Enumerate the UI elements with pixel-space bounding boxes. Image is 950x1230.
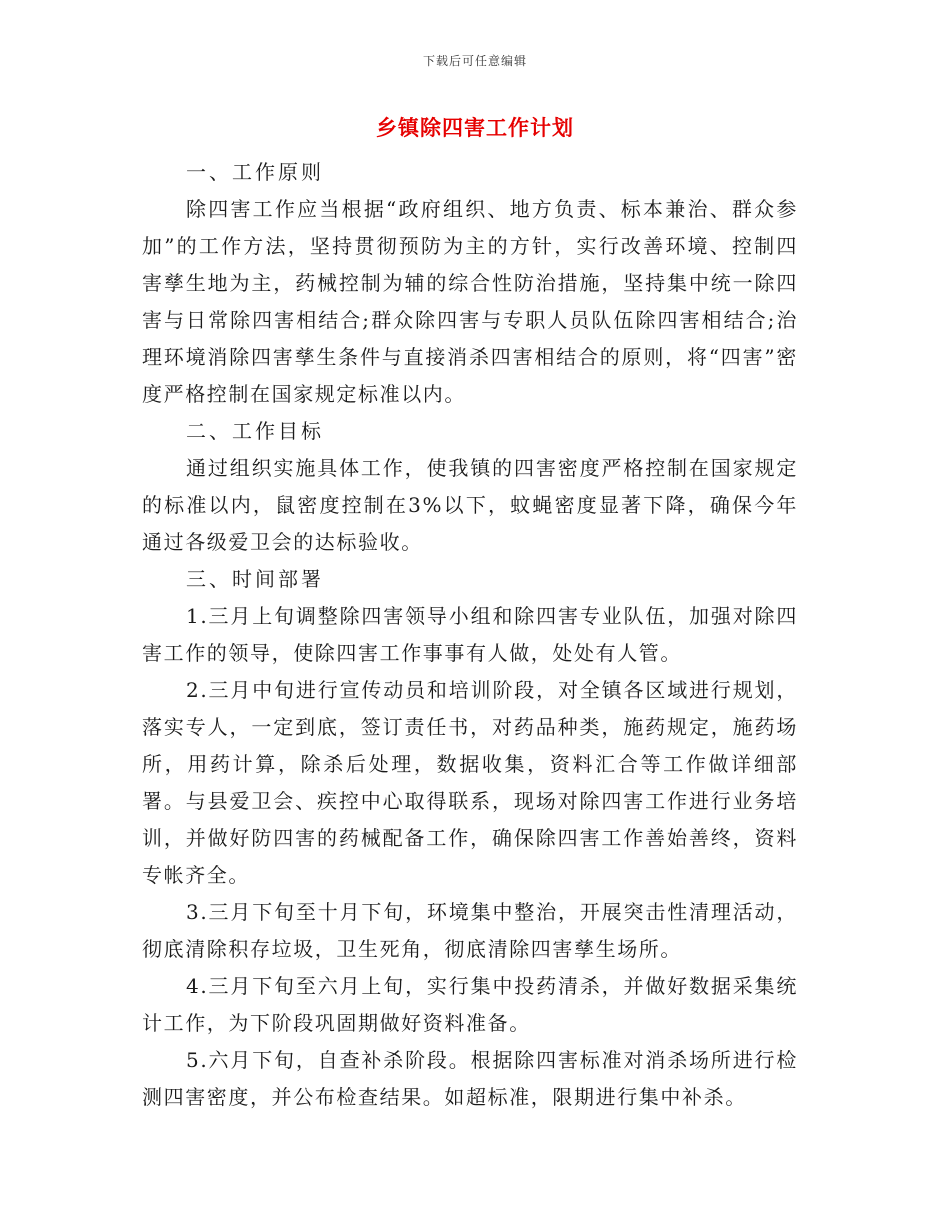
paragraph-goals: 通过组织实施具体工作，使我镇的四害密度严格控制在国家规定的标准以内，鼠密度控制在3%以下，蚊蝇密度显著下降，确保今年通过各级爱卫会的达标验收。 (142, 456, 798, 554)
page-header-note: 下载后可任意编辑 (422, 54, 527, 68)
document-title: 乡镇除四害工作计划 (376, 116, 574, 140)
schedule-item-1: 1.三月上旬调整除四害领导小组和除四害专业队伍，加强对除四害工作的领导，使除四害工作事事有人做，处处有人管。 (142, 604, 798, 665)
schedule-item-5: 5.六月下旬，自查补杀阶段。根据除四害标准对消杀场所进行检测四害密度，并公布检查结果。如超标准，限期进行集中补杀。 (142, 1048, 798, 1109)
document-body (142, 154, 798, 1116)
paragraph-principles: 除四害工作应当根据“政府组织、地方负责、标本兼治、群众参加”的工作方法，坚持贯彻预防为主的方针，实行改善环境、控制四害孳生地为主，药械控制为辅的综合性防治措施，坚持集中统一除四害与日常除四害相结合;群众除四害与专职人员队伍除四害相结合;治理环境消除四害孳生条件与直接消杀四害相结合的原则，将“四害”密度严格控制在国家规定标准以内。 (142, 197, 798, 406)
section-heading-schedule: 三、时间部署 (186, 567, 324, 591)
section-heading-goals: 二、工作目标 (186, 419, 324, 443)
schedule-item-4: 4.三月下旬至六月上旬，实行集中投药清杀，并做好数据采集统计工作，为下阶段巩固期做好资料准备。 (142, 974, 798, 1035)
schedule-item-3: 3.三月下旬至十月下旬，环境集中整治，开展突击性清理活动，彻底清除积存垃圾，卫生死角，彻底清除四害孳生场所。 (142, 900, 798, 961)
section-heading-principles: 一、工作原则 (186, 160, 324, 184)
schedule-item-2: 2.三月中旬进行宣传动员和培训阶段，对全镇各区域进行规划，落实专人，一定到底，签订责任书，对药品种类，施药规定，施药场所，用药计算，除杀后处理，数据收集，资料汇合等工作做详细部署。与县爱卫会、疾控中心取得联系，现场对除四害工作进行业务培训，并做好防四害的药械配备工作，确保除四害工作善始善终，资料专帐齐全。 (142, 678, 798, 887)
